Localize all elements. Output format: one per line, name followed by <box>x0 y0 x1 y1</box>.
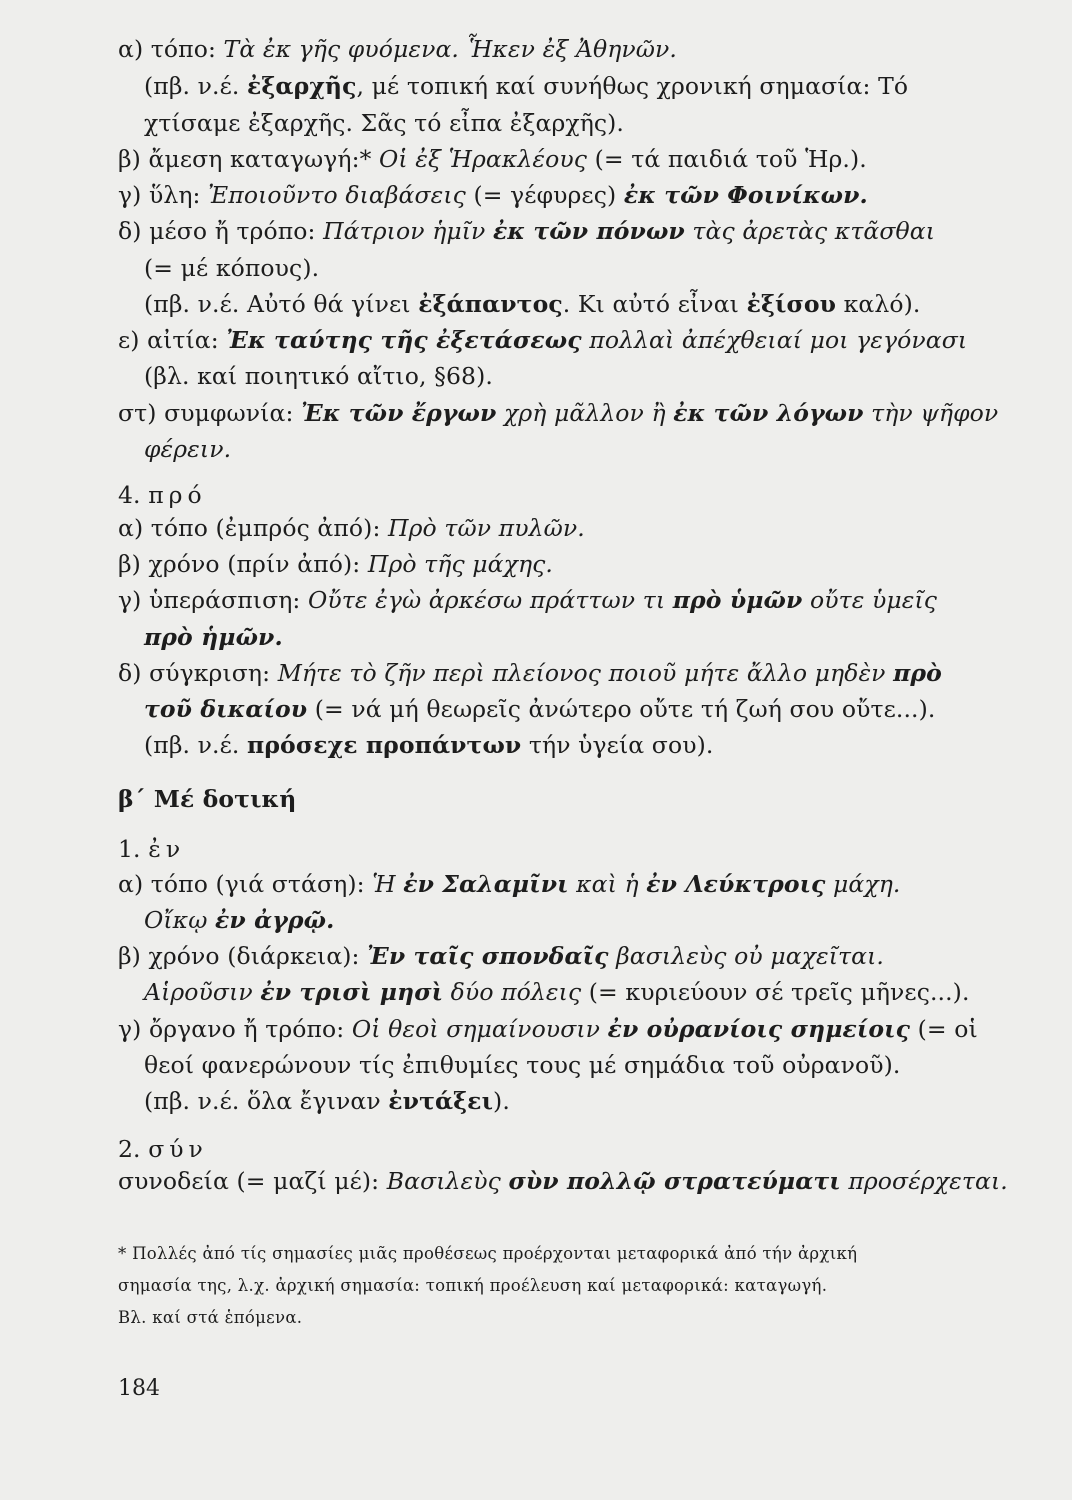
example-bold: πρὸ <box>893 659 942 687</box>
example-greek: Πρὸ τῆς μάχης. <box>367 550 553 578</box>
label: δ) μέσο ἤ τρόπο: <box>118 217 324 245</box>
text-line <box>144 71 908 101</box>
text-line <box>118 325 967 355</box>
footnote-line: * Πολλές ἀπό τίς σημασίες μιᾶς προθέσεως προέρχονται μεταφορικά ἀπό τήν ἀρχική <box>118 1244 858 1263</box>
text: (= γέφυρες) <box>465 181 624 209</box>
example-greek: χρὴ μᾶλλον ἢ <box>496 399 674 427</box>
example-bold: ἐκ τῶν πόνων <box>493 217 685 245</box>
heading-text: β΄ Μέ δοτική <box>118 785 297 813</box>
text: (πβ. ν.έ. Αὐτό θά γίνει <box>144 290 419 318</box>
example-bold: ἐν τρισὶ μησὶ <box>260 978 444 1006</box>
example-bold: πρὸ ἡμῶν. <box>144 623 283 651</box>
label: δ) σύγκριση: <box>118 659 278 687</box>
section-number: 2. <box>118 1135 149 1163</box>
text-line <box>118 585 937 615</box>
example-bold: σὺν πολλῷ στρατεύματι <box>508 1167 841 1195</box>
text-line <box>144 361 493 391</box>
text-line <box>118 144 867 174</box>
text: (πβ. ν.έ. <box>144 72 248 100</box>
text-line <box>144 289 920 319</box>
text: , μέ τοπική καί συνήθως χρονική σημασία: Τό <box>356 72 909 100</box>
text-line <box>118 1166 1008 1196</box>
example-greek: προσέρχεται. <box>840 1167 1008 1195</box>
example-greek: τὴν ψῆφον <box>863 399 999 427</box>
text: (= οἱ <box>910 1015 978 1043</box>
example-bold: τοῦ δικαίου <box>144 695 308 723</box>
section-heading <box>118 834 185 864</box>
term-bold: ἐξάπαντος <box>418 290 563 318</box>
footnote-line: σημασία της, λ.χ. ἀρχική σημασία: τοπική προέλευση καί μεταφορικά: καταγωγή. <box>118 1276 828 1295</box>
preposition: σύν <box>148 1135 208 1163</box>
example-greek: δύο πόλεις <box>443 978 582 1006</box>
label: β) χρόνο (διάρκεια): <box>118 942 368 970</box>
section-heading <box>118 480 207 510</box>
example-greek: Οὔτε ἐγὼ ἀρκέσω πράττων τι <box>307 586 673 614</box>
example-greek: Οἴκῳ <box>144 906 216 934</box>
text-line <box>144 108 624 138</box>
label: α) τόπο: <box>118 35 224 63</box>
example-greek: Οἱ θεοὶ σημαίνουσιν <box>351 1015 608 1043</box>
example-greek: Ἐποιοῦντο διαβάσεις <box>208 181 466 209</box>
label: β) ἄμεση καταγωγή:* <box>118 145 380 173</box>
term-bold: ἐξίσου <box>746 290 837 318</box>
text-line <box>144 730 713 760</box>
example-greek: Αἱροῦσιν <box>144 978 261 1006</box>
example-greek: καὶ ἡ <box>568 870 647 898</box>
example-bold: Ἐκ τῶν ἔργων <box>301 399 497 427</box>
preposition: πρό <box>148 481 207 509</box>
example-greek: Πρὸ τῶν πυλῶν. <box>388 514 585 542</box>
text: . Κι αὐτό εἶναι <box>562 290 747 318</box>
example-bold: πρὸ ὑμῶν <box>672 586 803 614</box>
section-heading <box>118 784 296 814</box>
text-line <box>144 1050 900 1080</box>
label: συνοδεία (= μαζί μέ): <box>118 1167 387 1195</box>
text: (βλ. καί ποιητικό αἴτιο, §68). <box>144 362 493 390</box>
text: (πβ. ν.έ. <box>144 731 248 759</box>
section-number: 1. <box>118 835 149 863</box>
example-greek: οὔτε ὑμεῖς <box>802 586 938 614</box>
section-number: 4. <box>118 481 149 509</box>
term-bold: ἐξαρχῆς <box>247 72 357 100</box>
label: γ) ὄργανο ἤ τρόπο: <box>118 1015 352 1043</box>
example-greek: τὰς ἀρετὰς κτᾶσθαι <box>684 217 936 245</box>
text-line <box>118 216 935 246</box>
example-bold: ἐκ τῶν λόγων <box>673 399 864 427</box>
example-greek: Πάτριον ἡμῖν <box>323 217 494 245</box>
text: ). <box>493 1087 510 1115</box>
text-line <box>144 434 231 464</box>
text-line <box>144 1086 510 1116</box>
example-greek: Βασιλεὺς <box>386 1167 509 1195</box>
section-heading <box>118 1134 208 1164</box>
text-line <box>144 622 283 652</box>
example-bold: ἐν Σαλαμῖνι <box>403 870 569 898</box>
example-bold: ἐκ τῶν Φοινίκων. <box>623 181 868 209</box>
text-line <box>144 253 319 283</box>
text-line <box>118 398 998 428</box>
text-line <box>118 869 901 899</box>
label: β) χρόνο (πρίν ἀπό): <box>118 550 368 578</box>
text: (πβ. ν.έ. ὅλα ἔγιναν <box>144 1087 389 1115</box>
example-greek: πολλαὶ ἀπέχθειαί μοι γεγόνασι <box>581 326 968 354</box>
example-greek: Τὰ ἐκ γῆς φυόμενα. Ἧκεν ἐξ Ἀθηνῶν. <box>223 35 678 63</box>
term-bold: πρόσεχε προπάντων <box>247 731 522 759</box>
text-line <box>118 34 677 64</box>
text: (= κυριεύουν σέ τρεῖς μῆνες...). <box>581 978 970 1006</box>
text-line <box>144 694 935 724</box>
text-line <box>118 941 884 971</box>
text-line <box>118 1014 978 1044</box>
text: θεοί φανερώνουν τίς ἐπιθυμίες τους μέ σημάδια τοῦ οὐρανοῦ). <box>144 1051 901 1079</box>
text: καλό). <box>836 290 921 318</box>
text: (= νά μή θεωρεῖς ἀνώτερο οὔτε τή ζωή σου οὔτε...). <box>307 695 936 723</box>
text-line <box>144 977 970 1007</box>
text: χτίσαμε ἐξαρχῆς. Σᾶς τό εἶπα ἐξαρχῆς). <box>144 109 625 137</box>
example-greek: φέρειν. <box>144 435 232 463</box>
example-greek: βασιλεὺς οὐ μαχεῖται. <box>608 942 884 970</box>
label: ε) αἰτία: <box>118 326 227 354</box>
label: γ) ὑπεράσπιση: <box>118 586 308 614</box>
example-bold: ἐν ἀγρῷ. <box>215 906 335 934</box>
example-bold: ἐν Λεύκτροις <box>646 870 826 898</box>
label: γ) ὕλη: <box>118 181 209 209</box>
text-line <box>118 513 585 543</box>
text: (= τά παιδιά τοῦ Ἡρ.). <box>587 145 867 173</box>
text: τήν ὑγεία σου). <box>521 731 714 759</box>
label: στ) συμφωνία: <box>118 399 302 427</box>
page-number: 184 <box>118 1376 160 1401</box>
text-line <box>118 658 942 688</box>
example-bold: Ἐκ ταύτης τῆς ἐξετάσεως <box>226 326 582 354</box>
preposition: ἐν <box>148 835 186 863</box>
label: α) τόπο (ἐμπρός ἀπό): <box>118 514 389 542</box>
text-line <box>144 905 334 935</box>
example-bold: ἐν οὐρανίοις σημείοις <box>607 1015 911 1043</box>
text: (= μέ κόπους). <box>144 254 320 282</box>
example-greek: Ἡ <box>372 870 404 898</box>
footnote-line: Βλ. καί στά ἑπόμενα. <box>118 1308 303 1327</box>
example-bold: Ἐν ταῖς σπονδαῖς <box>367 942 609 970</box>
term-bold: ἐντάξει <box>388 1087 494 1115</box>
example-greek: Μήτε τὸ ζῆν περὶ πλείονος ποιοῦ μήτε ἄλλο μηδὲν <box>277 659 894 687</box>
label: α) τόπο (γιά στάση): <box>118 870 373 898</box>
example-greek: Οἱ ἐξ Ἡρακλέους <box>379 145 588 173</box>
text-line <box>118 180 868 210</box>
text-line <box>118 549 553 579</box>
example-greek: μάχη. <box>825 870 901 898</box>
